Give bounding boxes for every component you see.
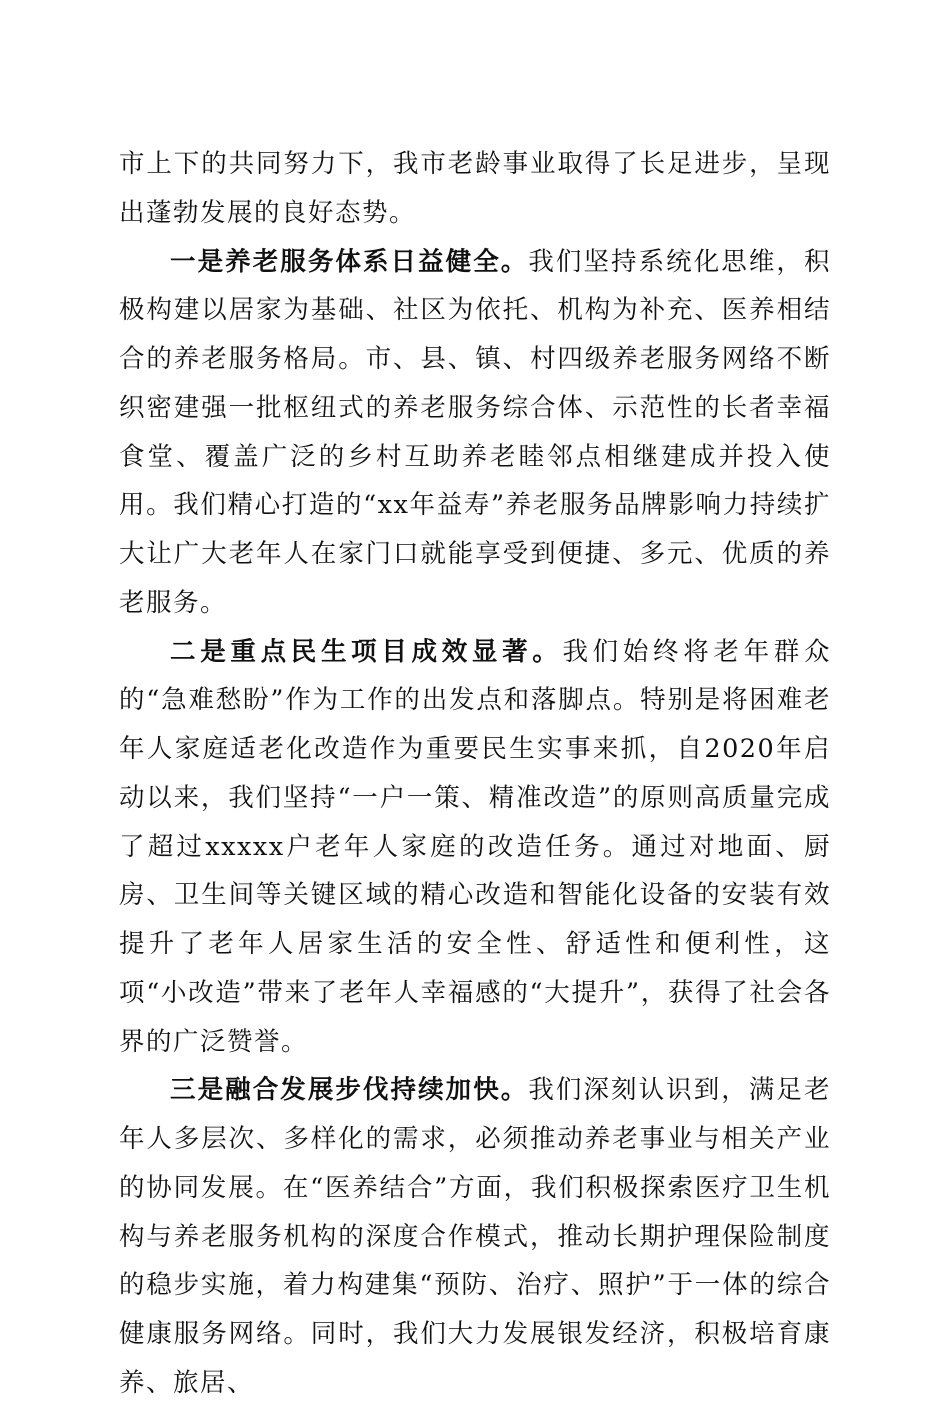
paragraph-text: 我们坚持系统化思维，积极构建以居家为基础、社区为依托、机构为补充、医养相结合的养老服务格局。市、县、镇、村四级养老服务网络不断织密建强一批枢纽式的养老服务综合体、示范性的长者幸福食堂、覆盖广泛的乡村互助养老睦邻点相继建成并投入使用。我们精心打造的“xx年益寿”养老服务品牌影响力持续扩大让广大老年人在家门口就能享受到便捷、多元、优质的养老服务。 bbox=[119, 246, 831, 618]
document-body bbox=[119, 140, 831, 1408]
paragraph-elderly-care-system bbox=[119, 238, 831, 628]
paragraph-livelihood-projects bbox=[119, 628, 831, 1067]
paragraph-text: 市上下的共同努力下，我市老龄事业取得了长足进步，呈现出蓬勃发展的良好态势。 bbox=[119, 149, 831, 228]
paragraph-continuation bbox=[119, 140, 831, 238]
paragraph-heading: 三是融合发展步伐持续加快。 bbox=[170, 1075, 529, 1106]
paragraph-heading: 二是重点民生项目成效显著。 bbox=[170, 636, 563, 667]
paragraph-integrated-development bbox=[119, 1066, 831, 1407]
paragraph-heading: 一是养老服务体系日益健全。 bbox=[170, 246, 529, 277]
paragraph-text: 我们始终将老年群众的“急难愁盼”作为工作的出发点和落脚点。特别是将困难老年人家庭适老化改造作为重要民生实事来抓，自2020年启动以来，我们坚持“一户一策、精准改造”的原则高质量完成了超过xxxxx户老年人家庭的改造任务。通过对地面、厨房、卫生间等关键区域的精心改造和智能化设备的安装有效提升了老年人居家生活的安全性、舒适性和便利性，这项“小改造”带来了老年人幸福感的“大提升”，获得了社会各界的广泛赞誉。 bbox=[119, 636, 831, 1057]
paragraph-text: 我们深刻认识到，满足老年人多层次、多样化的需求，必须推动养老事业与相关产业的协同发展。在“医养结合”方面，我们积极探索医疗卫生机构与养老服务机构的深度合作模式，推动长期护理保险制度的稳步实施，着力构建集“预防、治疗、照护”于一体的综合健康服务网络。同时，我们大力发展银发经济，积极培育康养、旅居、 bbox=[119, 1075, 831, 1398]
